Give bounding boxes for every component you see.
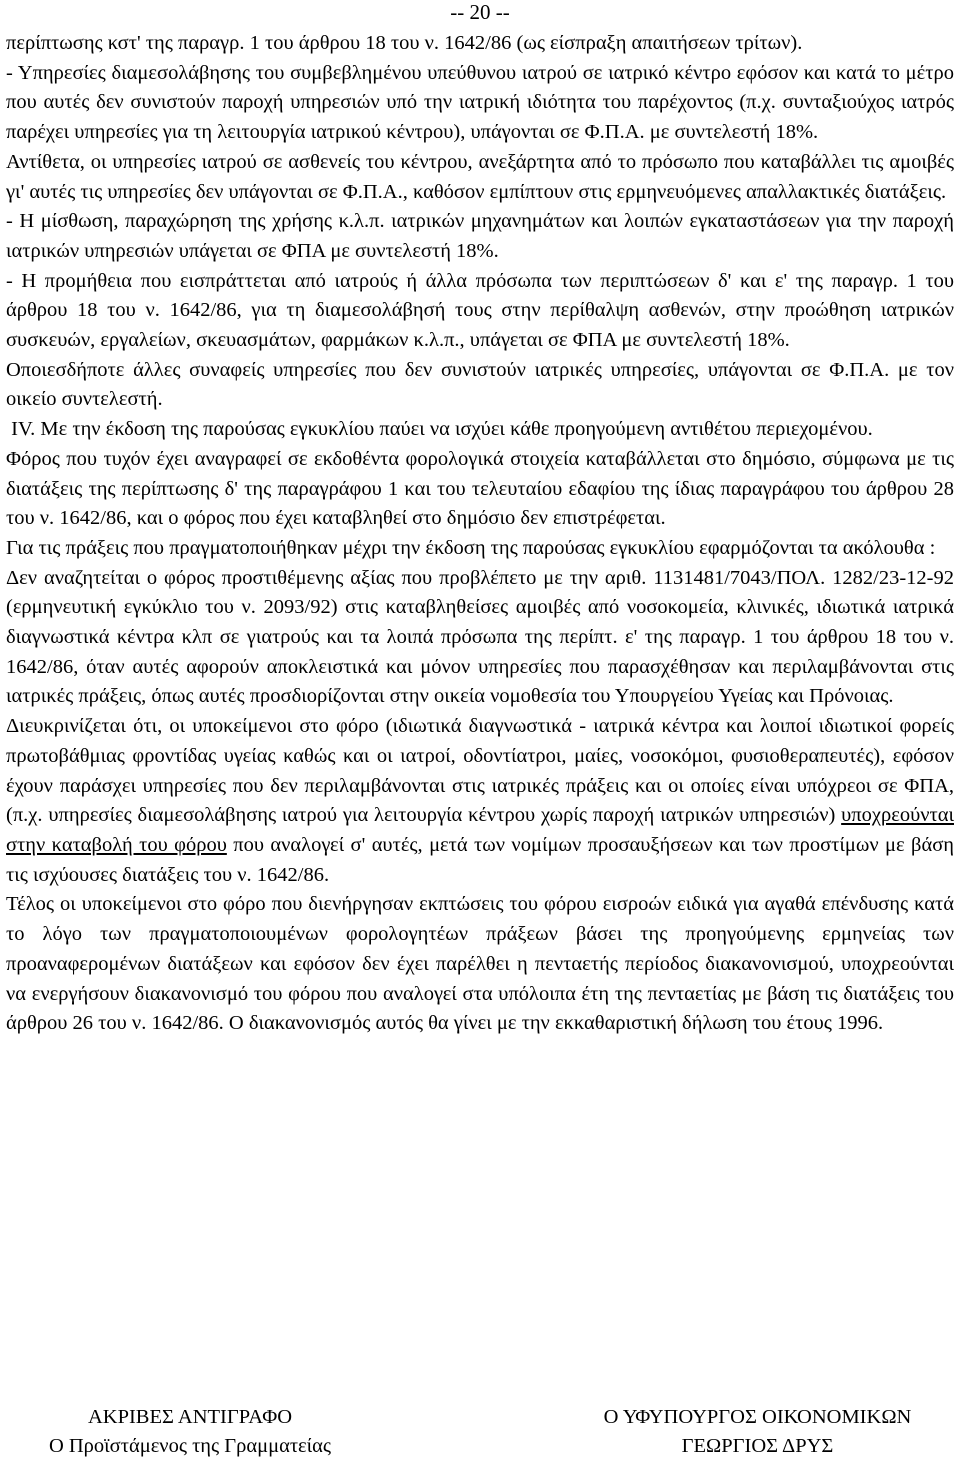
paragraph: - Υπηρεσίες διαμεσολάβησης του συμβεβλημένου υπεύθυνου ιατρού σε ιατρικό κέντρο εφόσον και κατά το μέτρο που αυτές δεν συνιστούν παροχή υπηρεσιών υπό την ιατρική ιδιότητα του παρέχοντος (π.χ. συνταξιούχος ιατρός παρέχει υπηρεσίες για τη λειτουργία ιατρικού κέντρου), υπάγονται σε Φ.Π.Α. με συντελεστή 18%. — [6, 61, 954, 144]
signature-block-left — [0, 1403, 380, 1462]
signature-block-right — [555, 1403, 960, 1462]
paragraph-text: Διευκρινίζεται ότι, οι υποκείμενοι στο φόρο (ιδιωτικά διαγνωστικά - ιατρικά κέντρα και λοιποί ιδιωτικοί φορείς πρωτοβάθμιας φροντίδας υγείας καθώς και οι ιατροί, οδοντίατροι, μαίες, νοσοκόμοι, φυσιοθεραπευτές), εφόσον έχουν παράσχει υπηρεσίες που δεν περιλαμβάνονται στις ιατρικές πράξεις και οι οποίες είναι υπόχρεοι σε ΦΠΑ, (π.χ. υπηρεσίες διαμεσολάβησης ιατρού για λειτουργία κέντρου χωρίς παροχή ιατρικών υπηρεσιών) — [6, 715, 954, 827]
secretariat-head-label: Ο Προϊστάμενος της Γραμματείας — [48, 1435, 332, 1458]
paragraph — [6, 712, 954, 890]
paragraph-text: που αναλογεί σ' αυτές, μετά των νομίμων προσαυξήσεων και των προστίμων με βάση τις ισχύουσες διατάξεις του ν. 1642/86. — [6, 833, 954, 886]
paragraph: Τέλος οι υποκείμενοι στο φόρο που διενήργησαν εκπτώσεις του φόρου εισροών ειδικά για αγαθά επένδυσης κατά το λόγο των πραγματοποιουμένων φορολογητέων πράξεων βάσει της προηγούμενης ερμηνείας των προαναφερομένων διατάξεων και εφόσον δεν έχει παρέλθει η πενταετής περίοδος διακανονισμού, υποχρεούνται να ενεργήσουν διακανονισμό του φόρου που αναλογεί στα υπόλοιπα έτη της πενταετίας με βάση τις διατάξεις του άρθρου 26 του ν. 1642/86. Ο διακανονισμός αυτός θα γίνει με την εκκαθαριστική δήλωση του έτους 1996. — [6, 893, 954, 1035]
paragraph: Δεν αναζητείται ο φόρος προστιθέμενης αξίας που προβλέπετο με την αριθ. 1131481/7043/ΠΟΛ. 1282/23-12-92 (ερμηνευτική εγκύκλιο του ν. 2093/92) στις καταβληθείσες αμοιβές από νοσοκομεία, κλινικές, ιδιωτικά ιατρικά διαγνωστικά κέντρα κλπ σε γιατρούς και τα λοιπά πρόσωπα της περίπτ. ε' της παραγρ. 1 του άρθρου 18 του ν. 1642/86, όταν αυτές αφορούν αποκλειστικά και μόνον υπηρεσίες που παρασχέθησαν και περιλαμβάνονται στις ιατρικές πράξεις, όπως αυτές προσδιορίζονται στην οικεία νομοθεσία του Υπουργείου Υγείας και Πρόνοιας. — [6, 566, 954, 708]
signatory-name: ΓΕΩΡΓΙΟΣ ΔΡΥΣ — [681, 1435, 834, 1458]
document-body — [6, 29, 954, 1039]
paragraph: Αντίθετα, οι υπηρεσίες ιατρού σε ασθενείς του κέντρου, ανεξάρτητα από το πρόσωπο που καταβάλλει τις αμοιβές γι' αυτές τις υπηρεσίες δεν υπάγονται σε Φ.Π.Α., καθόσον εμπίπτουν στις ερμηνευόμενες απαλλακτικές διατάξεις. — [6, 150, 954, 203]
paragraph: Οποιεσδήποτε άλλες συναφείς υπηρεσίες που δεν συνιστούν ιατρικές υπηρεσίες, υπάγονται σε Φ.Π.Α. με τον οικείο συντελεστή. — [6, 358, 954, 411]
paragraph: Φόρος που τυχόν έχει αναγραφεί σε εκδοθέντα φορολογικά στοιχεία καταβάλλεται στο δημόσιο, σύμφωνα με τις διατάξεις της περίπτωσης δ' της παραγράφου 1 και του τελευταίου εδαφίου της ίδιας παραγράφου του άρθρου 28 του ν. 1642/86, και ο φόρος που έχει καταβληθεί στο δημόσιο δεν επιστρέφεται. — [6, 447, 954, 530]
paragraph: - Η προμήθεια που εισπράττεται από ιατρούς ή άλλα πρόσωπα των περιπτώσεων δ' και ε' της παραγρ. 1 του άρθρου 18 του ν. 1642/86, για τη διαμεσολάβησή τους στην περίθαλψη ασθενών, στην προώθηση ιατρικών συσκευών, εργαλείων, σκευασμάτων, φαρμάκων κ.λ.π., υπάγεται σε ΦΠΑ με συντελεστή 18%. — [6, 269, 954, 352]
page-number: -- 20 -- — [450, 0, 510, 24]
signatory-title: Ο ΥΦΥΠΟΥΡΓΟΣ ΟΙΚΟΝΟΜΙΚΩΝ — [603, 1406, 912, 1428]
paragraph: - Η μίσθωση, παραχώρηση της χρήσης κ.λ.π. ιατρικών μηχανημάτων και λοιπών εγκαταστάσεων για την παροχή ιατρικών υπηρεσιών υπάγεται σε ΦΠΑ με συντελεστή 18%. — [6, 210, 954, 262]
paragraph: περίπτωσης κστ' της παραγρ. 1 του άρθρου 18 του ν. 1642/86 (ως είσπραξη απαιτήσεων τρίτων). — [6, 32, 803, 54]
certified-copy-label: ΑΚΡΙΒΕΣ ΑΝΤΙΓΡΑΦΟ — [87, 1406, 293, 1428]
paragraph: IV. Με την έκδοση της παρούσας εγκυκλίου παύει να ισχύει κάθε προηγούμενη αντιθέτου περιεχομένου. — [6, 418, 873, 441]
underlined-text: υποχρεούνται στην καταβολή του φόρου — [6, 804, 954, 856]
paragraph: Για τις πράξεις που πραγματοποιήθηκαν μέχρι την έκδοση της παρούσας εγκυκλίου εφαρμόζονται τα ακόλουθα : — [6, 536, 936, 559]
